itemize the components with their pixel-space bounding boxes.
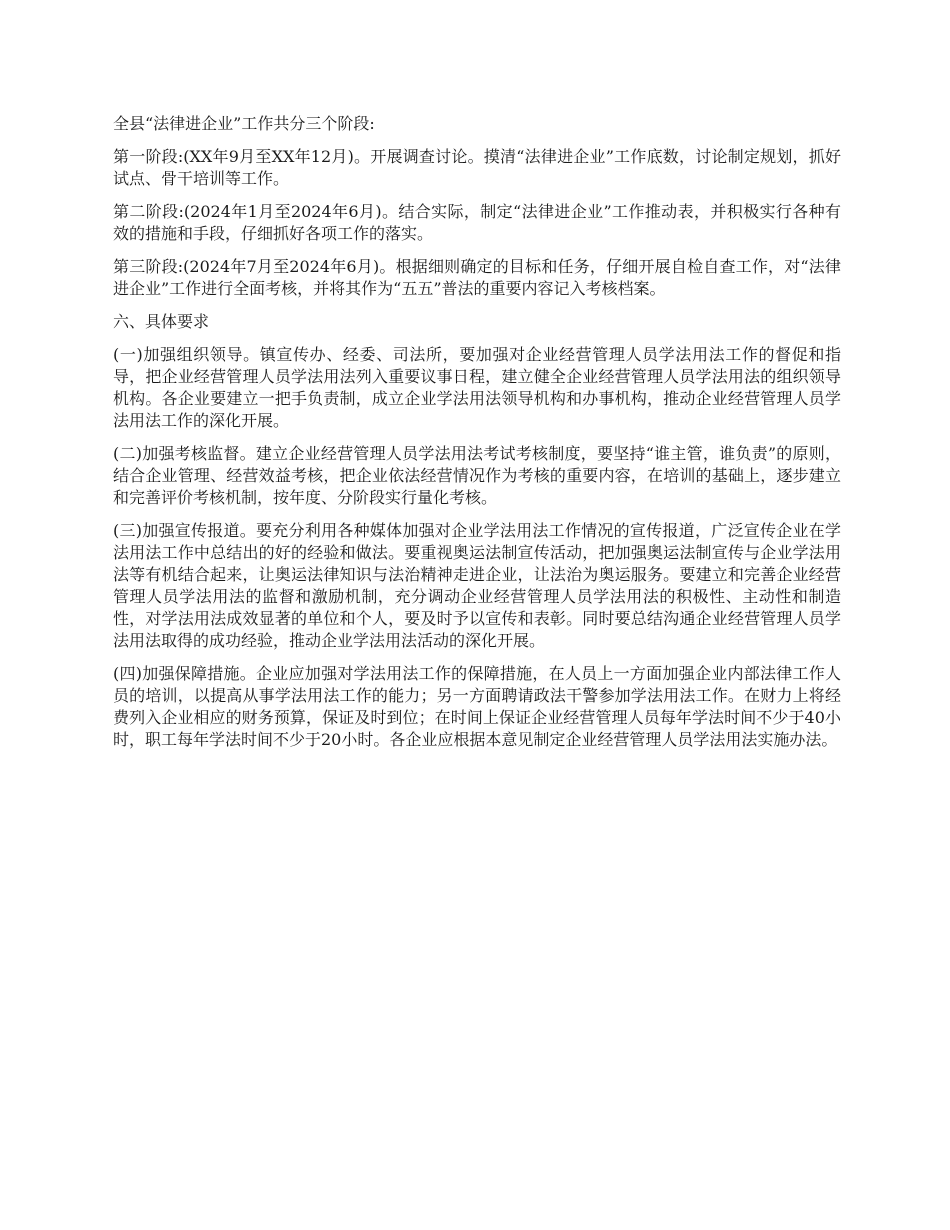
stage-one: 第一阶段:(XX年9月至XX年12月)。开展调查讨论。摸清“法律进企业”工作底数，讨论制定规划，抓好试点、骨干培训等工作。 <box>113 147 841 188</box>
requirement-organization: (一)加强组织领导。镇宣传办、经委、司法所，要加强对企业经营管理人员学法用法工作的督促和指导，把企业经营管理人员学法用法列入重要议事日程，建立健全企业经营管理人员学法用法的组织领导机构。各企业要建立一把手负责制，成立企业学法用法领导机构和办事机构，推动企业经营管理人员学法用法工作的深化开展。 <box>113 345 841 430</box>
requirement-assessment: (二)加强考核监督。建立企业经营管理人员学法用法考试考核制度，要坚持“谁主管，谁负责”的原则，结合企业管理、经营效益考核，把企业依法经营情况作为考核的重要内容，在培训的基础上，逐步建立和完善评价考核机制，按年度、分阶段实行量化考核。 <box>113 444 841 507</box>
stage-three: 第三阶段:(2024年7月至2024年6月)。根据细则确定的目标和任务，仔细开展自检自查工作，对“法律进企业”工作进行全面考核，并将其作为“五五”普法的重要内容记入考核档案。 <box>113 257 841 298</box>
stages-intro: 全县“法律进企业”工作共分三个阶段: <box>113 114 375 133</box>
requirement-publicity: (三)加强宣传报道。要充分利用各种媒体加强对企业学法用法工作情况的宣传报道，广泛宣传企业在学法用法工作中总结出的好的经验和做法。要重视奥运法制宣传活动，把加强奥运法制宣传与企业学法用法等有机结合起来，让奥运法律知识与法治精神走进企业，让法治为奥运服务。要建立和完善企业经营管理人员学法用法的监督和激励机制，充分调动企业经营管理人员学法用法的积极性、主动性和制造性，对学法用法成效显著的单位和个人，要及时予以宣传和表彰。同时要总结沟通企业经营管理人员学法用法取得的成功经验，推动企业学法用法活动的深化开展。 <box>113 521 841 650</box>
document-body <box>113 113 841 762</box>
stage-two: 第二阶段:(2024年1月至2024年6月)。结合实际，制定“法律进企业”工作推动表，并积极实行各种有效的措施和手段，仔细抓好各项工作的落实。 <box>113 202 841 243</box>
requirement-safeguards: (四)加强保障措施。企业应加强对学法用法工作的保障措施，在人员上一方面加强企业内部法律工作人员的培训，以提高从事学法用法工作的能力；另一方面聘请政法干警参加学法用法工作。在财力上将经费列入企业相应的财务预算，保证及时到位；在时间上保证企业经营管理人员每年学法时间不少于40小时，职工每年学法时间不少于20小时。各企业应根据本意见制定企业经营管理人员学法用法实施办法。 <box>113 664 841 749</box>
section-heading-requirements: 六、具体要求 <box>113 312 210 331</box>
